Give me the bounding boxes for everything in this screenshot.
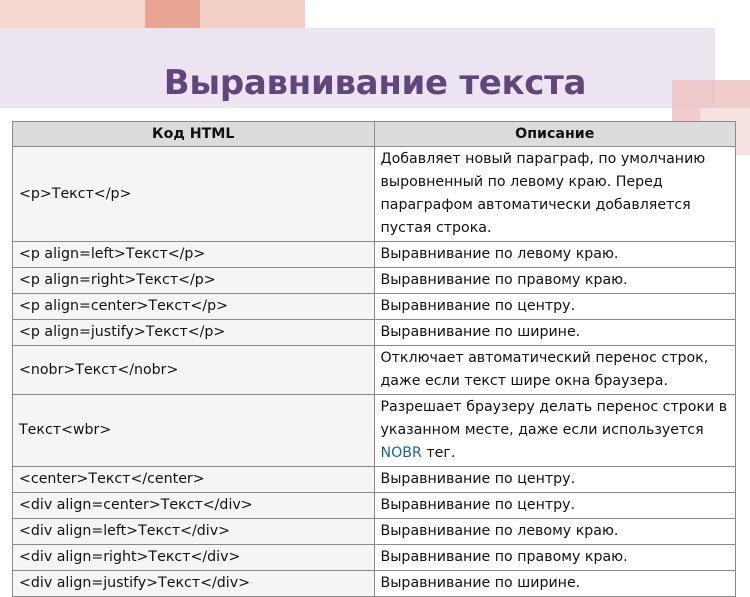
table-row — [13, 346, 736, 395]
table-row — [13, 268, 736, 294]
description-cell: Выравнивание по центру. — [374, 467, 736, 493]
code-cell: <p align=justify>Текст</p> — [13, 320, 375, 346]
code-cell: <div align=right>Текст</div> — [13, 545, 375, 571]
table-row — [13, 493, 736, 519]
description-cell: Добавляет новый параграф, по умолчанию выровненный по левому краю. Перед параграфом автоматически добавляется пустая строка. — [374, 147, 736, 242]
code-cell: <div align=center>Текст</div> — [13, 493, 375, 519]
table-header-row — [13, 122, 736, 147]
header-description: Описание — [374, 122, 736, 147]
description-cell: Выравнивание по ширине. — [374, 571, 736, 597]
description-cell: Выравнивание по центру. — [374, 294, 736, 320]
description-cell: Отключает автоматический перенос строк, даже если текст шире окна браузера. — [374, 346, 736, 395]
decor-block-3 — [200, 0, 305, 28]
highlight-tag: NOBR — [380, 445, 422, 461]
table-row — [13, 320, 736, 346]
description-cell: Выравнивание по правому краю. — [374, 268, 736, 294]
table-row — [13, 545, 736, 571]
description-cell: Выравнивание по левому краю. — [374, 242, 736, 268]
description-text: тег. — [421, 445, 456, 461]
table-row — [13, 242, 736, 268]
table-row — [13, 147, 736, 242]
code-cell: <nobr>Текст</nobr> — [13, 346, 375, 395]
description-cell: Выравнивание по левому краю. — [374, 519, 736, 545]
code-cell: <p>Текст</p> — [13, 147, 375, 242]
description-cell: Выравнивание по центру. — [374, 493, 736, 519]
table-row — [13, 294, 736, 320]
table-row — [13, 395, 736, 467]
code-cell: <p align=left>Текст</p> — [13, 242, 375, 268]
description-cell: Выравнивание по ширине. — [374, 320, 736, 346]
code-cell: <div align=justify>Текст</div> — [13, 571, 375, 597]
description-cell — [374, 395, 736, 467]
description-text: Разрешает браузеру делать перенос строки в указанном месте, даже если используется — [380, 399, 728, 438]
code-cell: Текст<wbr> — [13, 395, 375, 467]
code-cell: <p align=center>Текст</p> — [13, 294, 375, 320]
description-cell: Выравнивание по правому краю. — [374, 545, 736, 571]
table-row — [13, 519, 736, 545]
slide-title: Выравнивание текста — [163, 63, 587, 103]
table-row — [13, 467, 736, 493]
table-row — [13, 571, 736, 597]
code-cell: <p align=right>Текст</p> — [13, 268, 375, 294]
header-code: Код HTML — [13, 122, 375, 147]
decor-block-2 — [145, 0, 200, 28]
decor-block-1 — [0, 0, 145, 28]
code-cell: <div align=left>Текст</div> — [13, 519, 375, 545]
alignment-table — [12, 121, 736, 597]
code-cell: <center>Текст</center> — [13, 467, 375, 493]
